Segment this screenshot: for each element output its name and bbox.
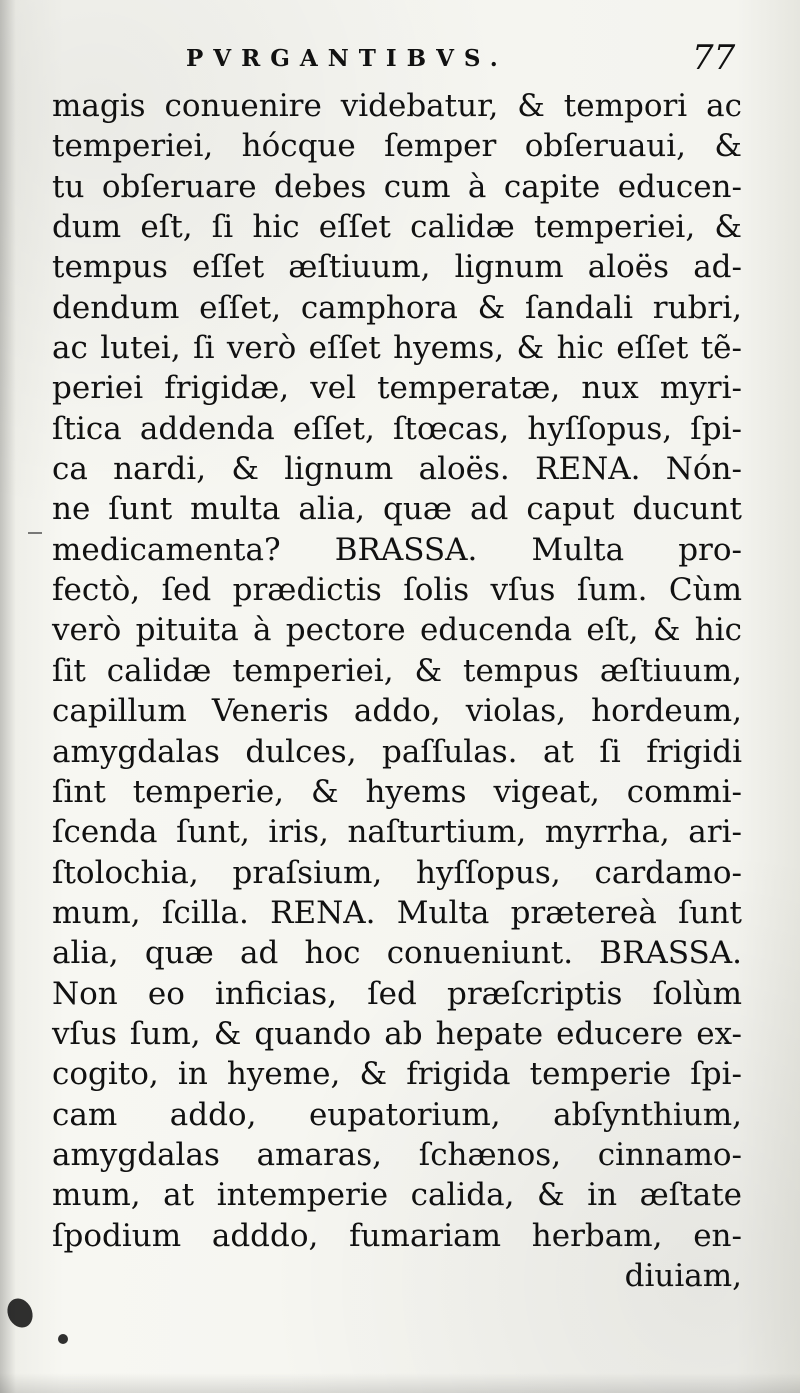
text-line: mum, ſcilla. RENA. Multa prætereà ſunt [52, 894, 742, 931]
margin-mark [28, 532, 42, 534]
bottom-shadow [0, 1373, 800, 1393]
gutter-shadow [0, 0, 16, 1393]
text-line: ſcenda ſunt, iris, naſturtium, myrrha, ari- [52, 814, 742, 851]
text-line: tu obſeruare debes cum à capite educen- [52, 168, 742, 205]
text-line: vſus ſum, & quando ab hepate educere ex- [52, 1015, 742, 1052]
text-line: tempus eſſet æſtiuum, lignum aloës ad- [52, 249, 742, 286]
text-line: capillum Veneris addo, violas, hordeum, [52, 693, 742, 730]
text-line: ſtica addenda eſſet, ſtœcas, hyſſopus, ſpi- [52, 410, 742, 447]
text-line: dendum eſſet, camphora & ſandali rubri, [52, 289, 742, 326]
text-line: ſtolochia, praſsium, hyſſopus, cardamo- [52, 854, 742, 891]
text-line: medicamenta? BRASSA. Multa pro- [52, 531, 742, 568]
text-line: dum eſt, ſi hic eſſet calidæ temperiei, & [52, 209, 742, 246]
text-line: amygdalas dulces, paſſulas. at ſi frigidi [52, 733, 742, 770]
text-line: ſit calidæ temperiei, & tempus æſtiuum, [52, 652, 742, 689]
running-title: PVRGANTIBVS. [186, 45, 508, 72]
text-line: alia, quæ ad hoc conueniunt. BRASSA. [52, 935, 742, 972]
text-line: ſpodium adddo, fumariam herbam, en- [52, 1217, 742, 1254]
catchword: diuiam, [624, 1257, 742, 1294]
text-line: mum, at intemperie calida, & in æſtate [52, 1177, 742, 1214]
text-line: magis conuenire videbatur, & tempori ac [52, 88, 742, 124]
text-line: ne ſunt multa alia, quæ ad caput ducunt [52, 491, 742, 528]
text-line: temperiei, hócque ſemper obſeruaui, & [52, 128, 742, 165]
text-line: cogito, in hyeme, & frigida temperie ſpi- [52, 1056, 742, 1093]
text-line: ſint temperie, & hyems vigeat, commi- [52, 773, 742, 810]
text-line: fectò, ſed prædictis ſolis vſus ſum. Cùm [52, 572, 742, 609]
body-text [52, 86, 742, 1296]
ink-dot [58, 1334, 68, 1344]
text-line: verò pituita à pectore educenda eſt, & hic [52, 612, 742, 649]
text-line: periei frigidæ, vel temperatæ, nux myri- [52, 370, 742, 407]
text-line: ca nardi, & lignum aloës. RENA. Nón- [52, 451, 742, 488]
page-number: 77 [692, 38, 736, 78]
text-line: ac lutei, ſi verò eſſet hyems, & hic eſſet tẽ- [52, 330, 742, 367]
text-line: amygdalas amaras, ſchænos, cinnamo- [52, 1136, 742, 1173]
text-line: Non eo inficias, ſed præſcriptis ſolùm [52, 975, 742, 1012]
text-line: cam addo, eupatorium, abſynthium, [52, 1096, 742, 1133]
